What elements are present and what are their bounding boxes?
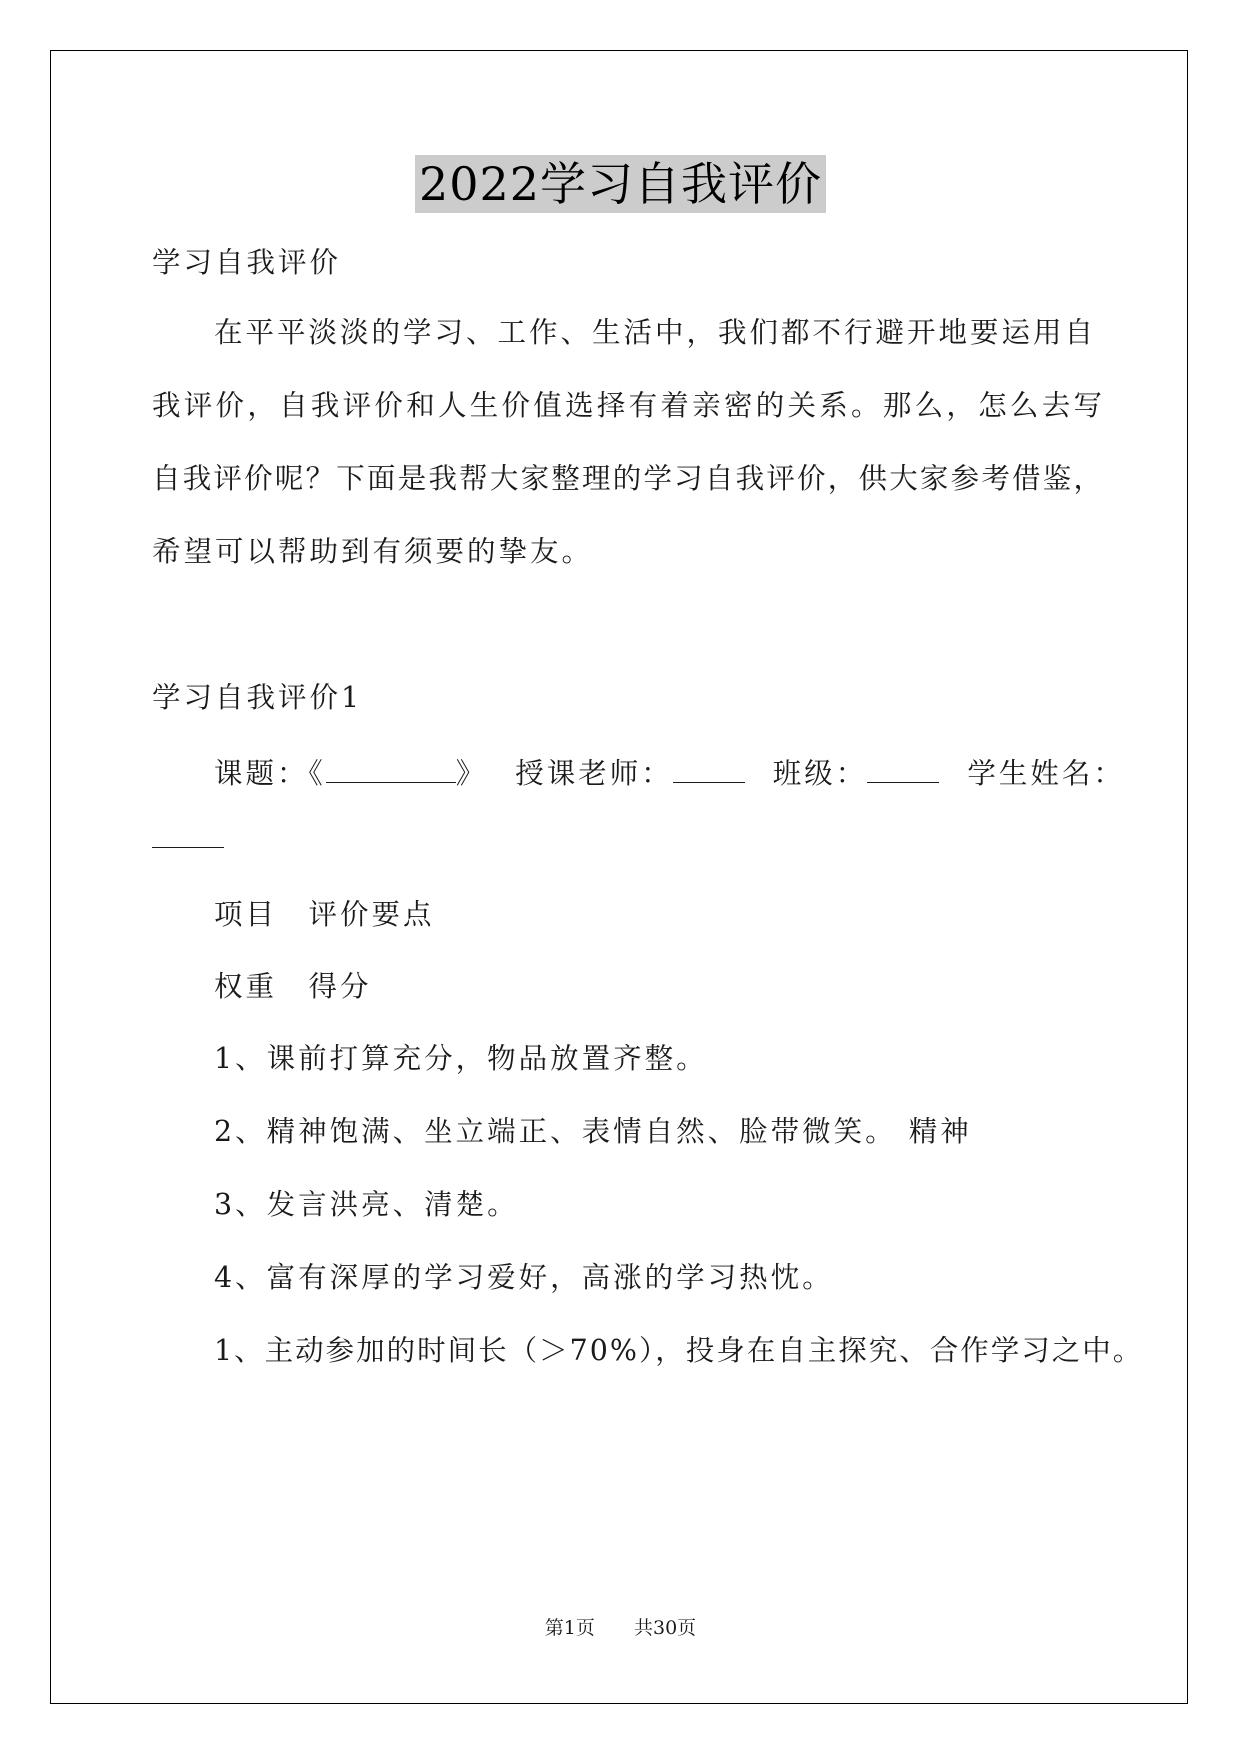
section-heading: 学习自我评价1 — [152, 681, 363, 714]
list-item: 1、主动参加的时间长（＞70%），投身在自主探究、合作学习之中。 — [214, 1334, 1144, 1367]
class-label: 班级： — [772, 757, 868, 790]
intro-line-2: 我评价，自我评价和人生价值选择有着亲密的关系。那么，怎么去写 — [152, 389, 1102, 422]
list-item: 3、发言洪亮、清楚。 — [214, 1188, 519, 1221]
list-item: 4、富有深厚的学习爱好，高涨的学习热忱。 — [214, 1261, 834, 1294]
topic-label: 课题：《 — [214, 757, 326, 790]
page-border — [50, 50, 1188, 1704]
page-total: 共30页 — [634, 1617, 697, 1639]
list-item: 2、精神饱满、坐立端正、表情自然、脸带微笑。 精神 — [214, 1115, 972, 1148]
intro-line-4: 希望可以帮助到有须要的挚友。 — [152, 535, 594, 568]
topic-close: 》 — [455, 757, 488, 790]
list-item: 1、课前打算充分，物品放置齐整。 — [214, 1042, 708, 1075]
topic-blank[interactable] — [326, 752, 456, 783]
student-name-line — [152, 817, 224, 857]
teacher-blank[interactable] — [673, 752, 745, 783]
title-container — [0, 155, 1241, 213]
class-blank[interactable] — [867, 752, 939, 783]
teacher-label: 授课老师： — [515, 757, 673, 790]
form-row — [214, 752, 1125, 792]
document-title: 2022学习自我评价 — [415, 155, 826, 213]
student-blank[interactable] — [152, 817, 224, 848]
intro-line-3: 自我评价呢？下面是我帮大家整理的学习自我评价，供大家参考借鉴， — [152, 462, 1102, 495]
student-label: 学生姓名： — [967, 757, 1125, 790]
page-number: 第1页 — [544, 1617, 595, 1639]
table-header-2: 权重 得分 — [214, 970, 372, 1003]
table-header-1: 项目 评价要点 — [214, 898, 435, 931]
intro-line-1: 在平平淡淡的学习、工作、生活中，我们都不行避开地要运用自 — [214, 316, 1097, 349]
page-footer — [0, 1616, 1241, 1640]
subtitle: 学习自我评价 — [152, 246, 342, 279]
